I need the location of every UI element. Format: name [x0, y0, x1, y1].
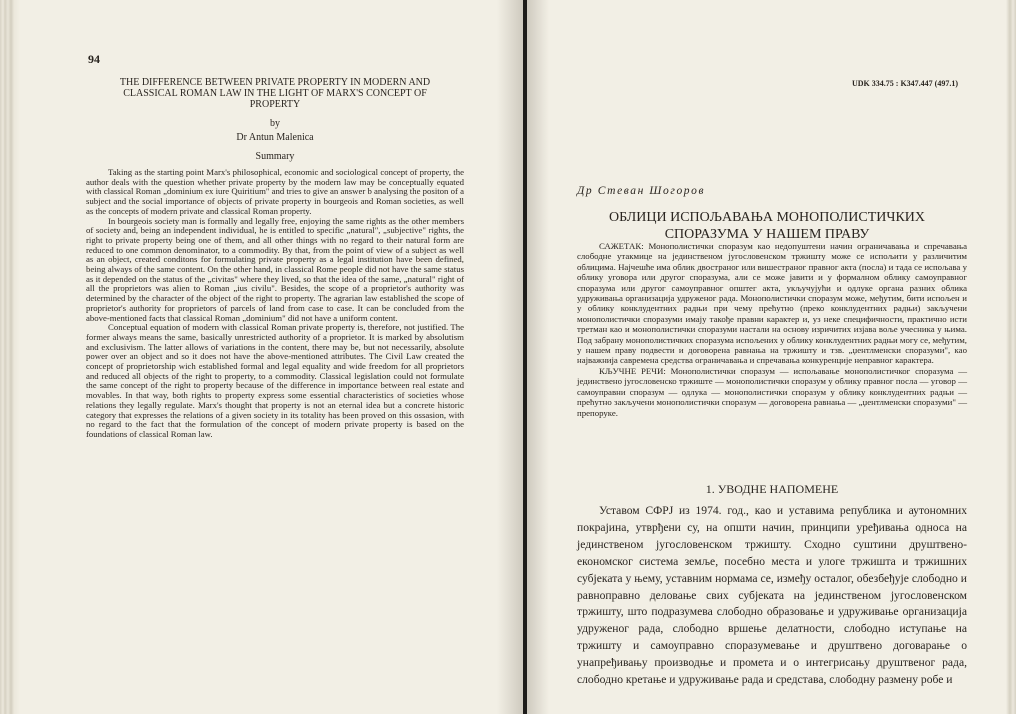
body-paragraph: Уставом СФРЈ из 1974. год., као и уставима република и аутономних покрајина, утврђени су, на општи начин, принципи уређивања односа на јединственом југословенском тржишту. Сходно суштини друштвено-економског система земље, посебно места и улоге тржишта и тржишних субјеката у њему, уставним нормама се, између осталог, обезбеђује слободно и равноправно деловање свих субјеката на јединственом југословенском тржишту, што подразумева слободно образовање и удруживање организација удруженог рада, слободно вршење делатности, слободно иступање на тржишту и самоуправно споразумевање и друштвено договарање о унапређивању производње и промета и о интегрисању друштвеног рада, слободно кретање и удруживање рада и средстава, слободну размену робе и [577, 504, 967, 687]
author-name: Dr Antun Malenica [236, 132, 314, 143]
body-text [577, 503, 967, 689]
gutter-shadow [497, 0, 523, 714]
gutter-shadow [527, 0, 549, 714]
author-name: Др Стеван Шогоров [577, 185, 706, 197]
page-number: 94 [88, 52, 100, 66]
summary-paragraph: In bourgeois society man is formally and legally free, enjoying the same rights as the other members of society and, being an independent individual, he is entitled to specific „natural", „subjective" rights, the right to private property being one of them, and all other things with no regard to their natural form are reduced to one common denominator, to a commodity. By that, from the point of view of a subject as well as an object, created conditons for formulating private property as a legal institution have been defined, being always of the same content. On the other hand, in classical Rome people did not have the same status as it depended on the status of the „civitas" where they lived, so that the idea of the same, „natural" right of all the proprietors was alien to Roman „ius civilu". Besides, the scope of a proprietor's authority was determined by the character of the object of the right to property. The agrarian law established the scope of proprietor's authority for proprietors of parcels of land from case to case. It can be concluded from the above-mentioned facts that classical Roman „dominium" did not have a uniform content. [86, 215, 464, 323]
page-stack-edge [0, 0, 20, 714]
right-page [527, 0, 1016, 714]
abstract-block [577, 241, 967, 418]
keywords-paragraph: КЉУЧНЕ РЕЧИ: Монополистички споразум — испољавање монополистичког споразума — јединствено југословенско тржиште — монополистички споразум у облику правног посла — уговор — самоуправни споразум — одлука — монополистички споразум у облику конклудентних радњи — прећутно закључени монополистички споразум — договорена равнања — „џентлменски споразуми" — препоруке. [577, 365, 967, 418]
byline-word: by [270, 118, 280, 129]
article-title: ОБЛИЦИ ИСПОЉАВАЊА МОНОПОЛИСТИЧКИХ СПОРАЗУМА У НАШЕМ ПРАВУ [608, 210, 926, 242]
udk-classification: UDK 334.75 : K347.447 (497.1) [852, 79, 958, 88]
summary-paragraph: Conceptual equation of modern with classical Roman private property is, therefore, not justified. The former always means the same, basically unrestricted authority of a proprietor. It is marked by absolutism and exclusivism. The latter allows of variations in the content, there may be, but not necessarily, absolute power over an object and so it does not have the above-mentioned attributes. The Civil Law created the concept of proprietorship wich established formal and legal equality and wide freedom for all proprietors and reduced all objects of the right to property, to a commodity. Classical legislation could not formulate the same concept of the right to property because of the difference in importance between real estate and movables. In that way, both rights to property express some essential characteristics of societies whose relations they legally regulate. Marx's thought that property is not an eternal idea but a concrete historic category that expresses the relations of a given society in its totality has been proved on this ossasion, with no regard to the fact that the formulation of the concept of modern private property is based on the foundations of classical Roman law. [86, 322, 464, 439]
summary-paragraph: Taking as the starting point Marx's philosophical, economic and sociological concept of property, the author deals with the question whether private property by the modern law may be conceptually equated with classical Roman „dominium ex iure Quiritium" and tries to give an answer b analysing the positon of a subject and the social importance of objects of private property in bourgeois and Roman societies, as well as the concepts of modern private and classical Roman property. [86, 167, 464, 216]
summary-heading: Summary [255, 151, 295, 162]
summary-text [86, 168, 464, 440]
abstract-paragraph: САЖЕТАК: Монополистички споразум као недопуштени начин ограничавања и спречавања слободне утакмице на јединственом југословенском тржишту може се испољити у различитим облицима. Најчешће има облик двостраног или вишестраног правног акта (посла) и тада се испољава у облику уговора или другог споразума, али се може јавити и у формалном облику самоуправног споразума или другог самоуправног општег акта, укључујући и одлуке органа разних облика удруживања организација удруженог рада. Монополистички споразум може, међутим, бити испољен и у облику конклудентних радњи при чему прећутно (преко конклудентних радњи) закључени монополистички споразуми имају такође правни карактер и, уз неке специфичности, практично исти третман као и монополистички споразуми настали на основу изричитих изјава воље учесника у њима. Под забрану монополистичких споразума испољених у облику конклудентних радњи могу се, међутим, у нашем праву подвести и договорена равнања на тржишту и тзв. „џентлменски споразуми", као најважнија савремена средства ограничавања и спречавања конкуренције неправног карактера. [577, 241, 967, 366]
page-stack-edge [1006, 0, 1016, 714]
section-heading: 1. УВОДНЕ НАПОМЕНЕ [705, 482, 839, 496]
article-title: THE DIFFERENCE BETWEEN PRIVATE PROPERTY IN MODERN AND CLASSICAL ROMAN LAW IN THE LIGHT OF MARX'S CONCEPT OF PROPERTY [119, 77, 431, 110]
